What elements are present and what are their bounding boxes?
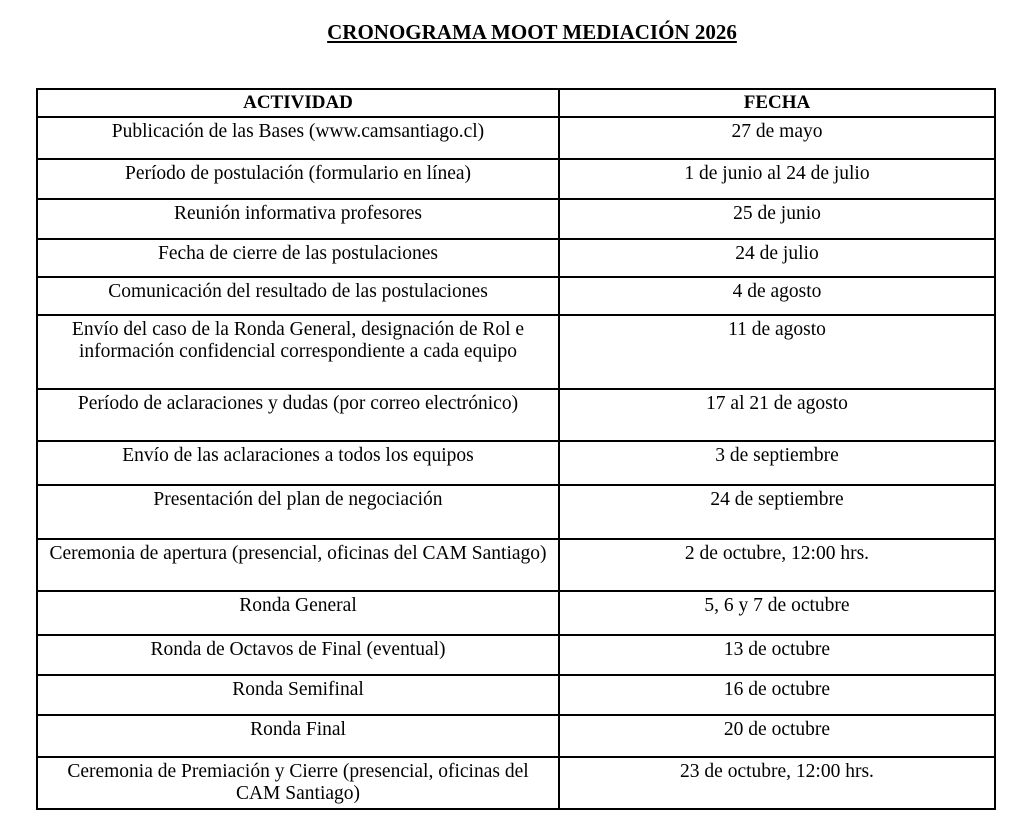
activity-cell: Ceremonia de apertura (presencial, oficinas del CAM Santiago): [37, 539, 559, 591]
activity-cell: Comunicación del resultado de las postulaciones: [37, 277, 559, 315]
table-row: [37, 389, 995, 441]
activity-cell: Ronda de Octavos de Final (eventual): [37, 635, 559, 675]
date-cell: 20 de octubre: [559, 715, 995, 757]
date-cell: 11 de agosto: [559, 315, 995, 389]
table-row: [37, 239, 995, 277]
date-cell: 27 de mayo: [559, 117, 995, 159]
date-cell: 25 de junio: [559, 199, 995, 239]
date-cell: 5, 6 y 7 de octubre: [559, 591, 995, 635]
date-cell: 17 al 21 de agosto: [559, 389, 995, 441]
activity-cell: Fecha de cierre de las postulaciones: [37, 239, 559, 277]
activity-cell: Envío de las aclaraciones a todos los equipos: [37, 441, 559, 485]
date-cell: 2 de octubre, 12:00 hrs.: [559, 539, 995, 591]
date-cell: 16 de octubre: [559, 675, 995, 715]
date-cell: 1 de junio al 24 de julio: [559, 159, 995, 199]
table-row: [37, 715, 995, 757]
table-row: [37, 539, 995, 591]
date-cell: 24 de julio: [559, 239, 995, 277]
table-header-row: [37, 89, 995, 117]
table-row: [37, 277, 995, 315]
table-row: [37, 199, 995, 239]
header-activity: ACTIVIDAD: [37, 89, 559, 117]
activity-cell: Ronda Semifinal: [37, 675, 559, 715]
schedule-table: [36, 88, 996, 810]
document-title: CRONOGRAMA MOOT MEDIACIÓN 2026: [327, 20, 737, 44]
date-cell: 23 de octubre, 12:00 hrs.: [559, 757, 995, 809]
date-cell: 24 de septiembre: [559, 485, 995, 539]
table-row: [37, 591, 995, 635]
activity-cell: Período de aclaraciones y dudas (por correo electrónico): [37, 389, 559, 441]
date-cell: 13 de octubre: [559, 635, 995, 675]
header-date: FECHA: [559, 89, 995, 117]
table-row: [37, 675, 995, 715]
activity-cell: Reunión informativa profesores: [37, 199, 559, 239]
table-row: [37, 441, 995, 485]
table-row: [37, 757, 995, 809]
activity-cell: Ronda General: [37, 591, 559, 635]
activity-cell: Publicación de las Bases (www.camsantiago.cl): [37, 117, 559, 159]
table-row: [37, 117, 995, 159]
table-row: [37, 159, 995, 199]
activity-cell: Presentación del plan de negociación: [37, 485, 559, 539]
table-row: [37, 635, 995, 675]
activity-cell: Ceremonia de Premiación y Cierre (presencial, oficinas del CAM Santiago): [37, 757, 559, 809]
date-cell: 4 de agosto: [559, 277, 995, 315]
activity-cell: Envío del caso de la Ronda General, designación de Rol e información confidencial correspondiente a cada equipo: [37, 315, 559, 389]
date-cell: 3 de septiembre: [559, 441, 995, 485]
activity-cell: Período de postulación (formulario en línea): [37, 159, 559, 199]
table-row: [37, 485, 995, 539]
activity-cell: Ronda Final: [37, 715, 559, 757]
table-row: [37, 315, 995, 389]
